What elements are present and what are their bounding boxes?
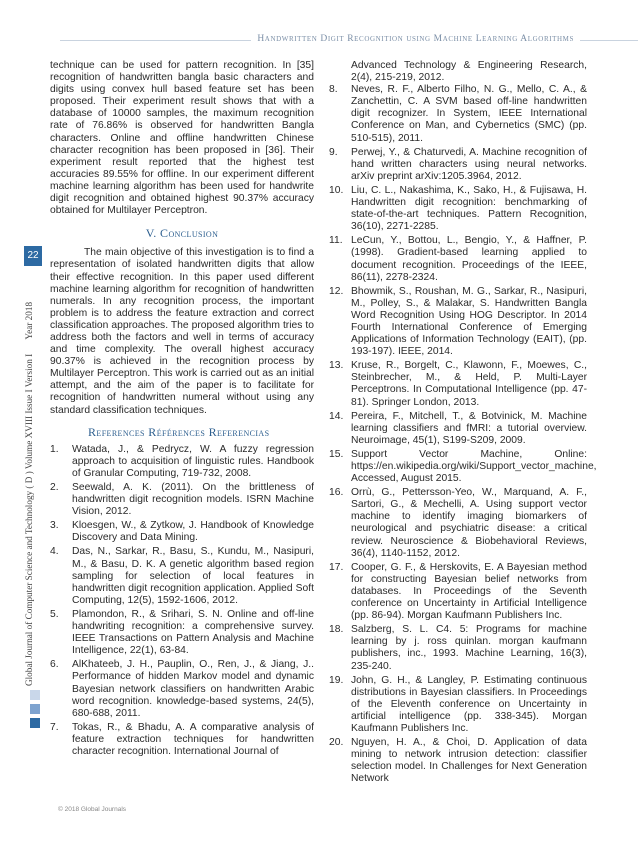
side-journal-text xyxy=(24,88,34,686)
reference-item: 2. Seewald, A. K. (2011). On the brittleness of handwritten digit recognition models. ISRN Machine Vision, 2012. xyxy=(50,482,314,518)
reference-item: 11. LeCun, Y., Bottou, L., Bengio, Y., & Haffner, P. (1998). Gradient-based learning applied to document recognition. Proceedings of the IEEE, 86(11), 2278-2324. xyxy=(329,235,587,283)
conclusion-heading: V. Conclusion xyxy=(145,226,219,241)
reference-item: 18. Salzberg, S. L. C4. 5: Programs for machine learning by j. ross quinlan. morgan kaufmann publishers, inc., 1993. Machine Learning, 16(3), 235-240. xyxy=(329,624,587,672)
reference-item: 7. Tokas, R., & Bhadu, A. A comparative analysis of feature extraction techniques for handwritten character recognition. International Journal of xyxy=(50,721,314,757)
conclusion-paragraph: The main objective of this investigation is to find a representation of isolated handwritten digits that allow their effective recognition. In this paper used different machine learning algorithm for recognition of handwritten numerals. In any recognition process, the important problem is to address the feature extraction and correct classification approaches. The proposed algorithm tries to address both the factors and well in terms of accuracy and time complexity. The overall highest accuracy 90.37% is achieved in the recognition process by Multilayer Perceptron. This work is carried out as an initial attempt, and the aim of the paper is to facilitate for recognition of handwritten numeral without using any standard classification techniques. xyxy=(50,247,314,416)
side-journal-label xyxy=(8,88,42,686)
page-number-badge: 22 xyxy=(24,246,42,266)
references-list-right xyxy=(329,84,597,785)
reference-item: 8. Neves, R. F., Alberto Filho, N. G., Mello, C. A., & Zanchettin, C. A SVM based off-line handwritten digit recognizer. In System, IEEE International Conference on Man, and Cybernetics (SMC) (pp. 510-515), 2011. xyxy=(329,84,587,144)
reference-item: 4. Das, N., Sarkar, R., Basu, S., Kundu, M., Nasipuri, M., & Basu, D. K. A genetic algorithm based region sampling for selection of local features in handwritten digit recognition application. Applied Soft Computing, 12(5), 1592-1606, 2012. xyxy=(50,546,314,606)
reference-item: 10. Liu, C. L., Nakashima, K., Sako, H., & Fujisawa, H. Handwritten digit recognition: benchmarking of state-of-the-art techniques. Pattern Recognition, 36(10), 2271-2285. xyxy=(329,184,587,233)
references-list-left xyxy=(50,444,314,758)
copyright-footer: © 2018 Global Journals xyxy=(58,806,127,813)
right-column xyxy=(329,60,597,787)
reference-item: 1. Watada, J., & Pedrycz, W. A fuzzy regression approach to acquisition of linguistic rules. Handbook of Granular Computing, 719-732, 2008. xyxy=(50,443,314,479)
references-heading: References Références Referencias xyxy=(88,424,270,439)
running-head xyxy=(60,34,638,48)
reference-item: 3. Kloesgen, W., & Zytkow, J. Handbook of Knowledge Discovery and Data Mining. xyxy=(50,520,314,544)
side-decorative-squares xyxy=(30,690,42,732)
reference-item: 16. Orrù, G., Pettersson-Yeo, W., Marquand, A. F., Sartori, G., & Mechelli, A. Using support vector machine to identify imaging biomarkers of neurological and psychiatric disease: a critical review. Neuroscience & Biobehavioral Reviews, 36(4), 1140-1152, 2012. xyxy=(329,487,587,559)
reference-item: 20. Nguyen, H. A., & Choi, D. Application of data mining to network intrusion detection: classifier selection model. In Challenges for Next Generation Network xyxy=(329,737,587,785)
left-column xyxy=(50,60,314,760)
left-intro-paragraph: technique can be used for pattern recognition. In [35] recognition of handwritten bangla basic characters and digits using convex hull based feature set has been proposed. Their experiment result shows that with a database of 10000 samples, the maximum recognition rate of 76.86% is observed for handwritten Bangla characters. Online and offline handwritten Chinese character recognition has been proposed in [36]. Their experiment result reported that the highest test accuracies 89.55% for offline. In our experiment different machine learning algorithm has been used for handwrite digit recognition and obtained highest 90.37% accuracy obtained for Multilayer Perceptron. xyxy=(50,60,314,217)
reference-item: 5. Plamondon, R., & Srihari, S. N. Online and off-line handwriting recognition: a comprehensive survey. IEEE Transactions on Pattern Analysis and Machine Intelligence, 22(1), 63-84. xyxy=(50,608,314,657)
reference-item: 19. John, G. H., & Langley, P. Estimating continuous distributions in Bayesian classifiers. In Proceedings of the Eleventh conference on Uncertainty in artificial intelligence (pp. 338-345). Morgan Kaufmann Publishers Inc. xyxy=(329,674,587,734)
reference-item: 13. Kruse, R., Borgelt, C., Klawonn, F., Moewes, C., Steinbrecher, M., & Held, P. Multi-Layer Perceptrons. In Computational Intelligence (pp. 47-81). Springer London, 2013. xyxy=(329,360,587,408)
side-square-mid xyxy=(30,704,40,714)
side-journal-year: Year 2018 xyxy=(24,301,34,340)
reference-item: 6. AlKhateeb, J. H., Pauplin, O., Ren, J., & Jiang, J.. Performance of hidden Markov model and dynamic Bayesian network classifiers on handwritten Arabic word recognition. knowledge-based systems, 24(5), 680-688, 2011. xyxy=(50,659,314,719)
reference-continuation: Advanced Technology & Engineering Research, 2(4), 215-219, 2012. xyxy=(351,60,587,84)
reference-item: 15. Support Vector Machine, Online: https://en.wikipedia.org/wiki/Support_vector_machine, Accessed, August 2015. xyxy=(329,448,597,485)
reference-item: 12. Bhowmik, S., Roushan, M. G., Sarkar, R., Nasipuri, M., Polley, S., & Malakar, S. Handwritten Bangla Word Recognition Using HOG Descriptor. In 2014 Fourth International Conference of Emerging Applications of Information Technology (EAIT), (pp. 193-197). IEEE, 2014. xyxy=(329,285,587,358)
side-square-dark xyxy=(30,718,40,728)
reference-item: 9. Perwej, Y., & Chaturvedi, A. Machine recognition of hand written characters using neural networks. arXiv preprint arXiv:1205.3964, 2012. xyxy=(329,146,587,182)
running-head-title: Handwritten Digit Recognition using Machine Learning Algorithms xyxy=(251,34,580,44)
side-square-light xyxy=(30,690,40,700)
side-journal-name: Global Journal of Computer Science and Technology ( D ) Volume XVIII Issue I Version I xyxy=(24,353,34,686)
reference-item: 14. Pereira, F., Mitchell, T., & Botvinick, M. Machine learning classifiers and fMRI: a tutorial overview. Neuroimage, 45(1), S199-S209, 2009. xyxy=(329,410,587,446)
reference-item: 17. Cooper, G. F., & Herskovits, E. A Bayesian method for constructing Bayesian belief networks from databases. In Proceedings of the Seventh conference on Uncertainty in Artificial Intelligence (pp. 86-94). Morgan Kaufmann Publishers Inc. xyxy=(329,561,587,622)
